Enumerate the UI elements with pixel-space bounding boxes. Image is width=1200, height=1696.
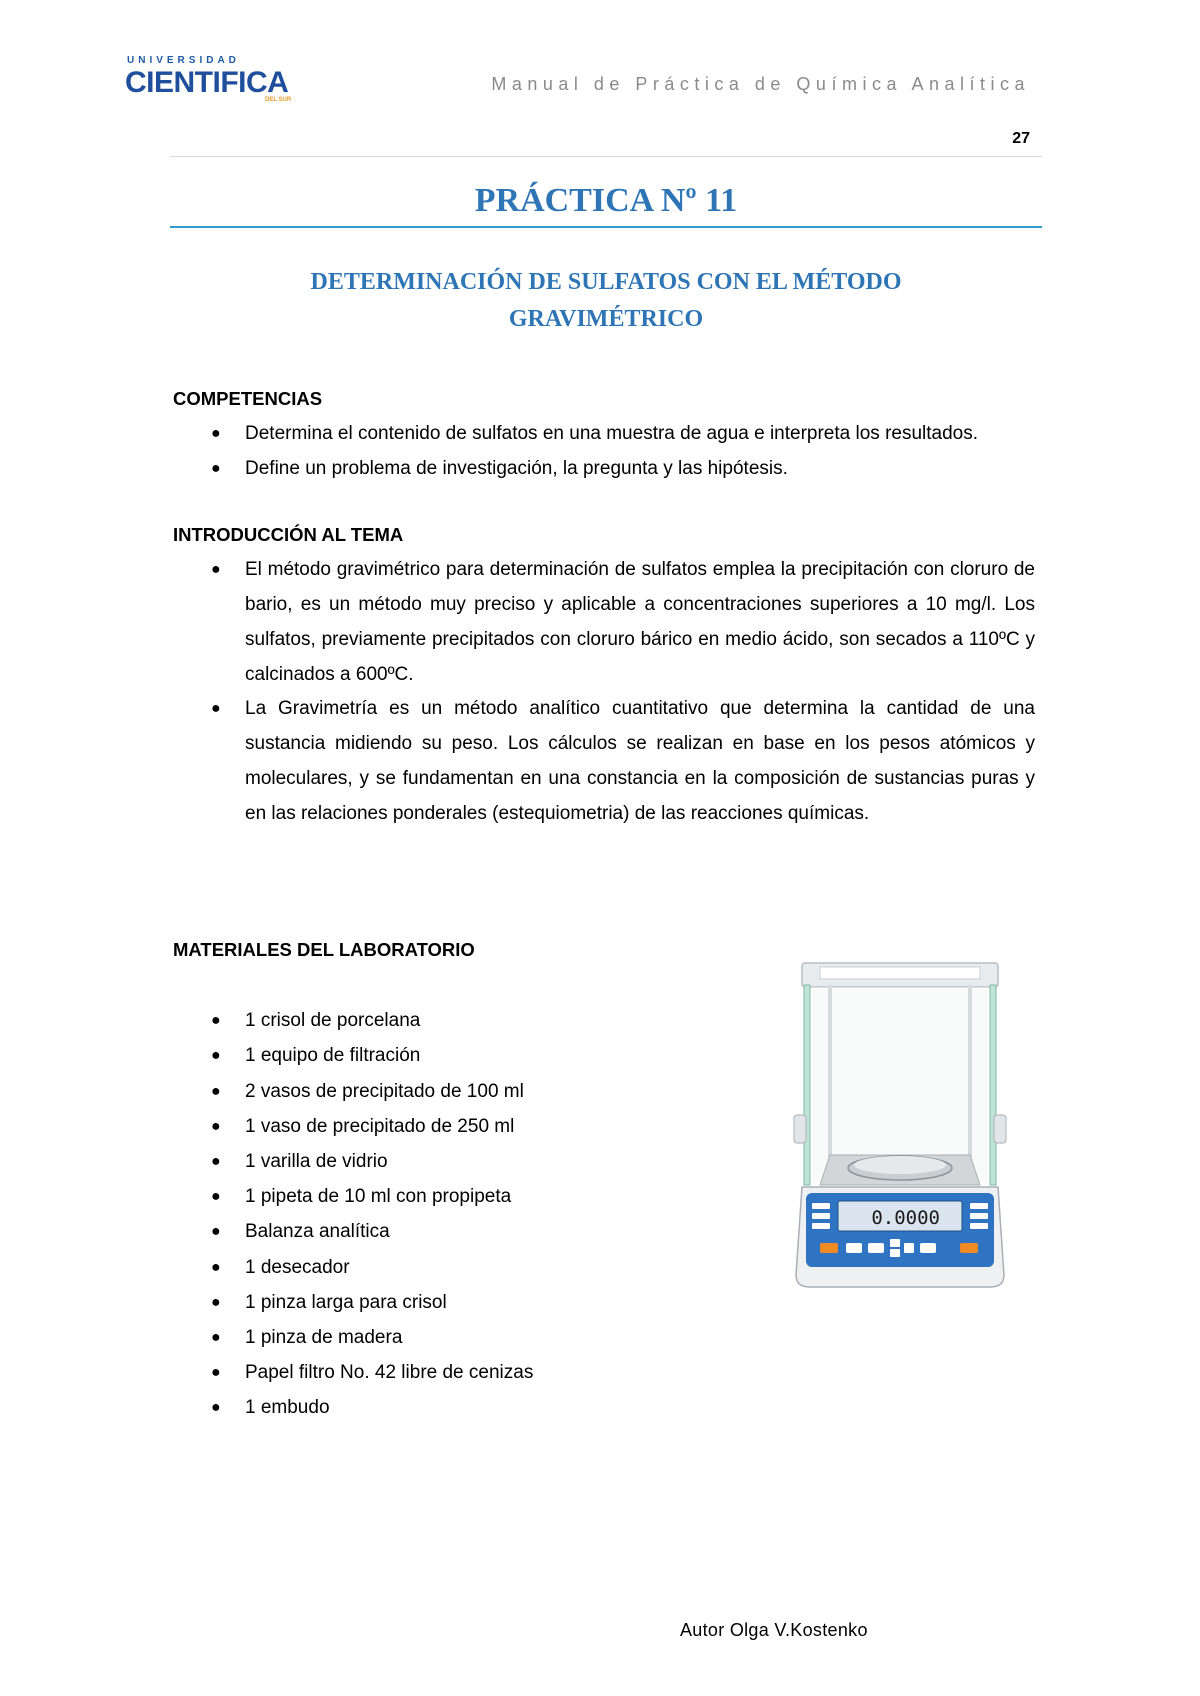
list-item: ● 1 pinza de madera (173, 1320, 533, 1355)
title-divider (170, 226, 1042, 228)
list-item: ● 1 embudo (173, 1390, 533, 1425)
bullet-icon: ● (211, 1188, 221, 1206)
competencias-list (173, 417, 1035, 487)
practice-subtitle (200, 264, 1012, 338)
bullet-icon: ● (211, 459, 221, 477)
list-item: ● 1 pinza larga para crisol (173, 1285, 533, 1320)
materials-section (173, 932, 533, 1426)
bullet-icon: ● (211, 1047, 221, 1065)
bullet-icon: ● (211, 424, 221, 442)
bullet-icon: ● (211, 700, 221, 718)
bullet-icon: ● (211, 1012, 221, 1030)
list-item: ● 1 crisol de porcelana (173, 1003, 533, 1038)
list-item: ● Papel filtro No. 42 libre de cenizas (173, 1355, 533, 1390)
bullet-icon: ● (211, 1117, 221, 1135)
introduccion-list (173, 553, 1035, 831)
list-item: ● 2 vasos de precipitado de 100 ml (173, 1074, 533, 1109)
bullet-icon: ● (211, 1082, 221, 1100)
list-item: ● 1 equipo de filtración (173, 1038, 533, 1073)
logo-top-text: UNIVERSIDAD (127, 55, 240, 66)
list-item: ● La Gravimetría es un método analítico cuantitativo que determina la cantidad de una sustancia midiendo su peso. Los cálculos se realizan en base en los pesos atómicos y moleculares, y se fundamentan en una constancia en la composición de sustancias puras y en las relaciones ponderales (estequiometria) de las reacciones químicas. (173, 692, 1035, 831)
university-logo (125, 55, 305, 107)
bullet-icon: ● (211, 1364, 221, 1382)
list-item: ● El método gravimétrico para determinación de sulfatos emplea la precipitación con cloruro de bario, es un método muy preciso y aplicable a concentraciones superiores a 10 mg/l. Los sulfatos, previamente precipitados con cloruro bárico en medio ácido, son secados a 110ºC y calcinados a 600ºC. (173, 553, 1035, 692)
bullet-icon: ● (211, 1153, 221, 1171)
practice-title: PRÁCTICA Nº 11 (474, 182, 738, 219)
bullet-icon: ● (211, 1293, 221, 1311)
bullet-icon: ● (211, 1399, 221, 1417)
bullet-icon: ● (211, 1329, 221, 1347)
list-item: ● 1 varilla de vidrio (173, 1144, 533, 1179)
list-item: ● Define un problema de investigación, la pregunta y las hipótesis. (173, 452, 1035, 487)
list-item: ● 1 desecador (173, 1250, 533, 1285)
list-item: ● 1 pipeta de 10 ml con propipeta (173, 1179, 533, 1214)
introduccion-heading: INTRODUCCIÓN AL TEMA (173, 524, 404, 546)
bullet-icon: ● (211, 561, 221, 579)
analytical-balance-image (790, 955, 1010, 1295)
bullet-icon: ● (211, 1223, 221, 1241)
main-content (173, 382, 1035, 832)
subtitle-line-2: GRAVIMÉTRICO (508, 306, 704, 332)
materiales-list (173, 1003, 533, 1425)
materiales-heading: MATERIALES DEL LABORATORIO (173, 939, 475, 960)
header-divider (170, 156, 1042, 157)
page-number: 27 (1012, 130, 1030, 147)
subtitle-line-1: DETERMINACIÓN DE SULFATOS CON EL MÉTODO (310, 269, 902, 295)
logo-sub-text: DEL SUR (265, 97, 292, 103)
list-item: ● Determina el contenido de sulfatos en una muestra de agua e interpreta los resultados. (173, 417, 1035, 452)
balance-display-text: 0.0000 (871, 1207, 940, 1229)
list-item: ● Balanza analítica (173, 1214, 533, 1249)
competencias-heading: COMPETENCIAS (173, 388, 323, 409)
bullet-icon: ● (211, 1258, 221, 1276)
footer-author: Autor Olga V.Kostenko (680, 1620, 868, 1640)
list-item: ● 1 vaso de precipitado de 250 ml (173, 1109, 533, 1144)
header-title: Manual de Práctica de Química Analítica (491, 74, 1030, 94)
logo-brand-text: CIENTIFICA (125, 66, 289, 99)
